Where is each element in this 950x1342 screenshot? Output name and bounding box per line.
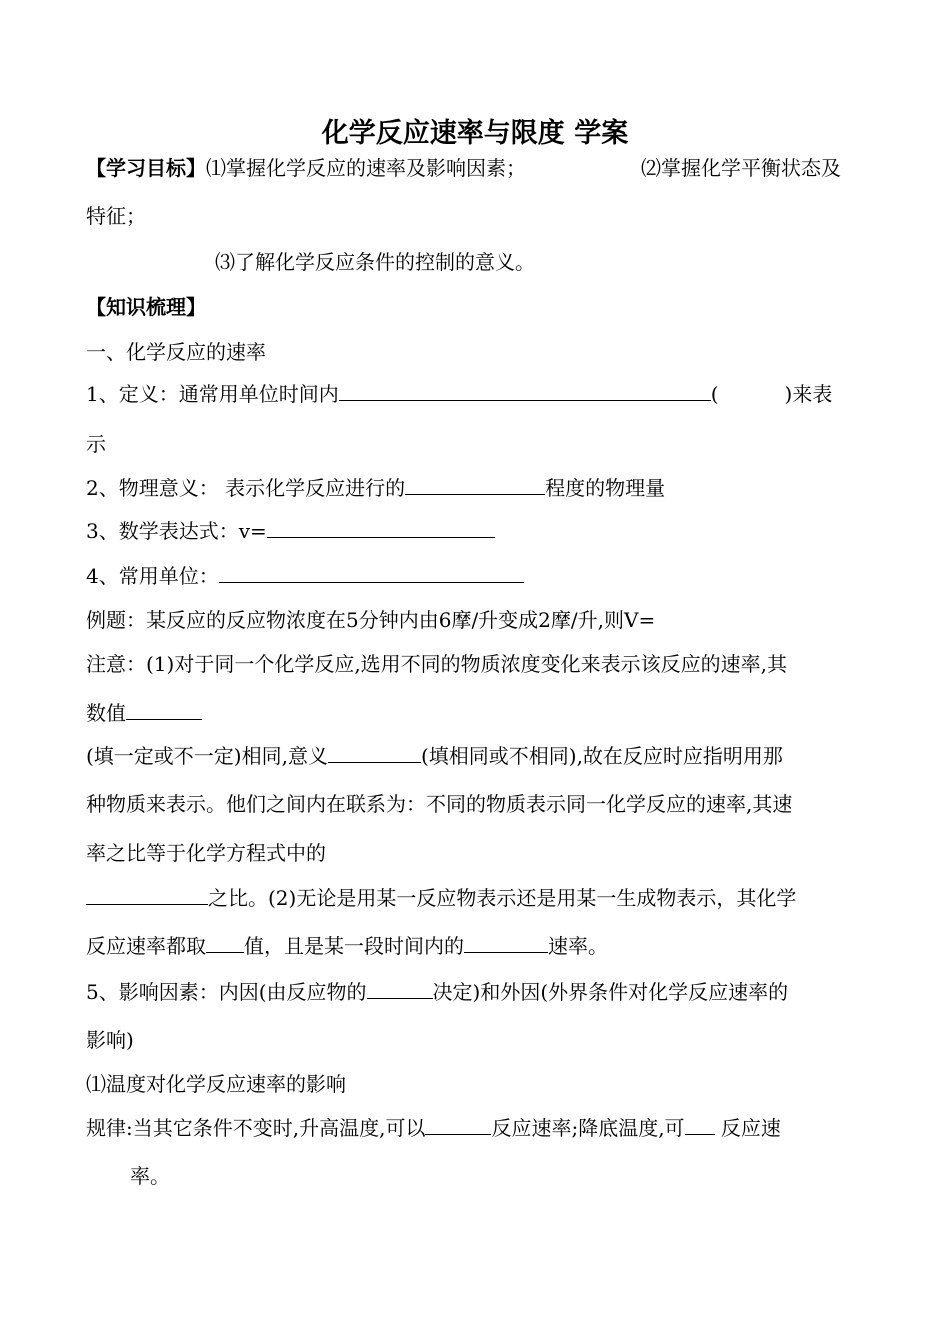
unit-line <box>86 563 524 589</box>
note-line-4: 种物质来表示。他们之间内在联系为：不同的物质表示同一化学反应的速率,其速 <box>86 792 793 816</box>
unit-text: 4、常用单位： <box>86 564 219 588</box>
factors-line-1 <box>86 979 788 1005</box>
objectives-line1 <box>86 155 526 181</box>
formula-text: 3、数学表达式：v= <box>86 519 267 543</box>
note-same-text: (填一定或不一定)相同,意义 <box>86 744 328 768</box>
note-line-1: 注意：(1)对于同一个化学反应,选用不同的物质浓度变化来表示该反应的速率,其 <box>86 652 788 676</box>
temperature-rule-tail: 反应速 <box>714 1116 781 1140</box>
blank-meaning <box>405 476 545 495</box>
blank-increase <box>425 1116 491 1135</box>
note-rate-tail: 速率。 <box>548 934 608 958</box>
blank-unit <box>219 564 524 583</box>
blank-value <box>126 701 202 720</box>
temperature-rule-mid: 反应速率;降底温度,可 <box>491 1116 685 1140</box>
note-line-5: 率之比等于化学方程式中的 <box>86 841 326 865</box>
blank-meaning-same <box>328 744 421 763</box>
objectives-label: 【学习目标】 <box>86 156 206 180</box>
meaning-tail: 程度的物理量 <box>545 476 666 500</box>
blank-average <box>464 934 548 953</box>
page-title: 化学反应速率与限度 学案 <box>321 118 629 149</box>
objective-3: ⑶了解化学反应条件的控制的意义。 <box>215 250 535 274</box>
blank-definition <box>339 382 711 401</box>
note-period-text: 值，且是某一段时间内的 <box>244 934 464 958</box>
temperature-rule-cont: 率。 <box>130 1164 170 1188</box>
paren-open: ( <box>710 382 719 406</box>
blank-decrease <box>685 1116 715 1135</box>
note-line-6 <box>86 885 796 911</box>
blank-nature <box>367 980 433 999</box>
temperature-rule <box>86 1115 781 1141</box>
knowledge-label: 【知识梳理】 <box>86 295 206 319</box>
definition-tail: )来表 <box>784 382 833 406</box>
blank-sign <box>206 934 244 953</box>
factors-text: 5、影响因素：内因(由反应物的 <box>86 980 367 1004</box>
definition-cont: 示 <box>86 432 106 456</box>
blank-ratio <box>86 886 208 905</box>
note-same-tail: (填相同或不相同),故在反应时应指明用那 <box>420 744 783 768</box>
temperature-rule-text: 规律:当其它条件不变时,升高温度,可以 <box>86 1116 426 1140</box>
objective-1: ⑴掌握化学反应的速率及影响因素； <box>206 156 526 180</box>
objective-2: ⑵掌握化学平衡状态及 <box>641 156 841 180</box>
blank-formula <box>267 519 495 538</box>
meaning-text: 2、物理意义： 表示化学反应进行的 <box>86 476 406 500</box>
objective-2-cont: 特征； <box>86 204 146 228</box>
note-line-2 <box>86 700 202 726</box>
note-sign-text: 反应速率都取 <box>86 934 206 958</box>
definition-line <box>86 381 832 407</box>
note-line-7 <box>86 933 608 959</box>
definition-text: 1、定义：通常用单位时间内 <box>86 382 339 406</box>
factors-line-2: 影响) <box>86 1028 134 1052</box>
section-heading: 一、化学反应的速率 <box>86 340 266 364</box>
note-value-text: 数值 <box>86 701 126 725</box>
note-ratio-text: 之比。(2)无论是用某一反应物表示还是用某一生成物表示，其化学 <box>208 886 797 910</box>
factors-tail: 决定)和外因(外界条件对化学反应速率的 <box>432 980 789 1004</box>
formula-line <box>86 518 495 544</box>
temperature-heading: ⑴温度对化学反应速率的影响 <box>86 1072 346 1096</box>
meaning-line <box>86 475 665 501</box>
note-line-3 <box>86 743 783 769</box>
example-line: 例题：某反应的反应物浓度在5分钟内由6摩/升变成2摩/升,则V= <box>86 608 656 632</box>
